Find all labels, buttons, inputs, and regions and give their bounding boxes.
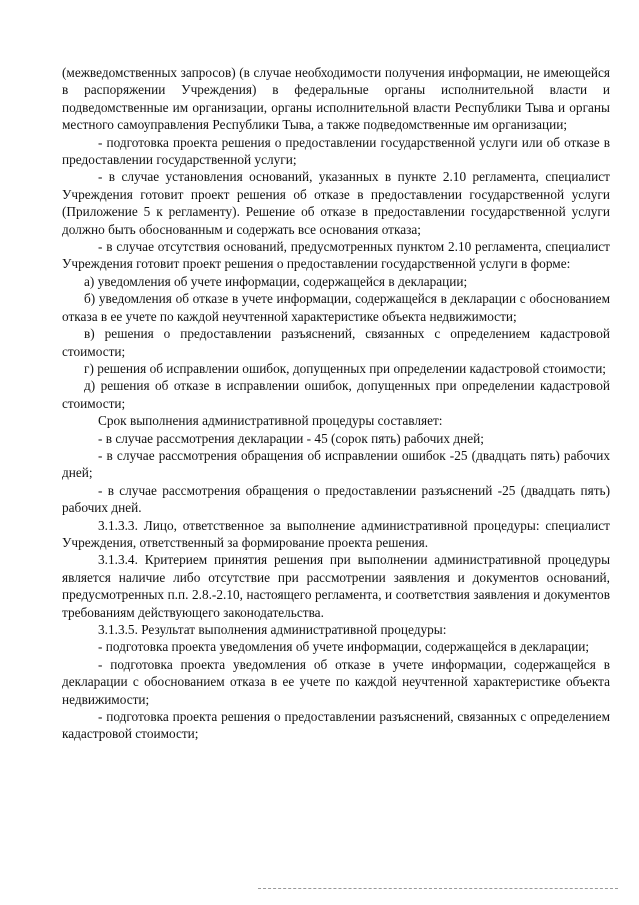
paragraph-section-3-1-3-5: 3.1.3.5. Результат выполнения административной процедуры:	[98, 622, 447, 637]
footer-divider	[258, 888, 618, 889]
document-body	[62, 64, 610, 743]
paragraph-result-notice-accounting: - подготовка проекта уведомления об учете информации, содержащейся в декларации;	[98, 639, 590, 655]
paragraph-deadline-heading: Срок выполнения административной процедуры составляет:	[98, 413, 443, 429]
paragraph-deadline-declaration: - в случае рассмотрения декларации - 45 (сорок пять) рабочих дней;	[98, 430, 484, 446]
paragraph-refusal-grounds: - в случае установления оснований, указанных в пункте 2.10 регламента, специалист Учреждения готовит проект решения об отказе в предоставлении государственной услуги (Приложение 5 к регламенту). Решение об отказе в предоставлении государственной услуги должно быть обоснованным и содержать все основания отказа;	[62, 169, 610, 237]
list-item-d: д) решения об отказе в исправлении ошибок, допущенных при определении кадастровой стоимости;	[62, 378, 610, 411]
paragraph-deadline-clarification: - в случае рассмотрения обращения о предоставлении разъяснений -25 (двадцать пять) рабочих дней.	[62, 482, 610, 516]
list-item-b: б) уведомления об отказе в учете информации, содержащейся в декларации с обоснованием отказа в ее учете по каждой неучтенной характеристике объекта недвижимости;	[62, 291, 610, 324]
paragraph-result-clarification: - подготовка проекта решения о предоставлении разъяснений, связанных с определением кадастровой стоимости;	[62, 709, 610, 742]
paragraph-no-refusal-grounds: - в случае отсутствия оснований, предусмотренных пунктом 2.10 регламента, специалист Учреждения готовит проект решения о предоставлении государственной услуги в форме:	[62, 239, 610, 272]
paragraph-result-notice-refusal: - подготовка проекта уведомления об отказе в учете информации, содержащейся в декларации с обоснованием отказа в ее учете по каждой неучтенной характеристике объекта недвижимости;	[62, 656, 610, 707]
list-item-a: а) уведомления об учете информации, содержащейся в декларации;	[84, 273, 468, 289]
list-item-g: г) решения об исправлении ошибок, допущенных при определении кадастровой стоимости;	[84, 360, 606, 376]
paragraph-section-3-1-3-3: 3.1.3.3. Лицо, ответственное за выполнение административной процедуры: специалист Учреждения, ответственный за формирование проекта решения.	[62, 517, 610, 550]
paragraph-prepare-decision: - подготовка проекта решения о предоставлении государственной услуги или об отказе в предоставлении государственной услуги;	[62, 134, 610, 168]
list-item-v: в) решения о предоставлении разъяснений, связанных с определением кадастровой стоимости;	[62, 326, 610, 359]
paragraph-section-3-1-3-4: 3.1.3.4. Критерием принятия решения при выполнении административной процедуры является наличие либо отсутствие при рассмотрении заявления и документов оснований, предусмотренных п.п. 2.8.-2.10, настоящего регламента, и соответствия заявления и документов требованиям действующего законодательства.	[62, 552, 610, 620]
paragraph-deadline-error-correction: - в случае рассмотрения обращения об исправлении ошибок -25 (двадцать пять) рабочих дней;	[62, 447, 610, 481]
paragraph-interagency-requests: (межведомственных запросов) (в случае необходимости получения информации, не имеющейся в распоряжении Учреждения) в федеральные органы исполнительной власти и подведомственные им организации, органы исполнительной власти Республики Тыва и органы местного самоуправления Республики Тыва, а также подведомственные им организации;	[62, 65, 610, 133]
